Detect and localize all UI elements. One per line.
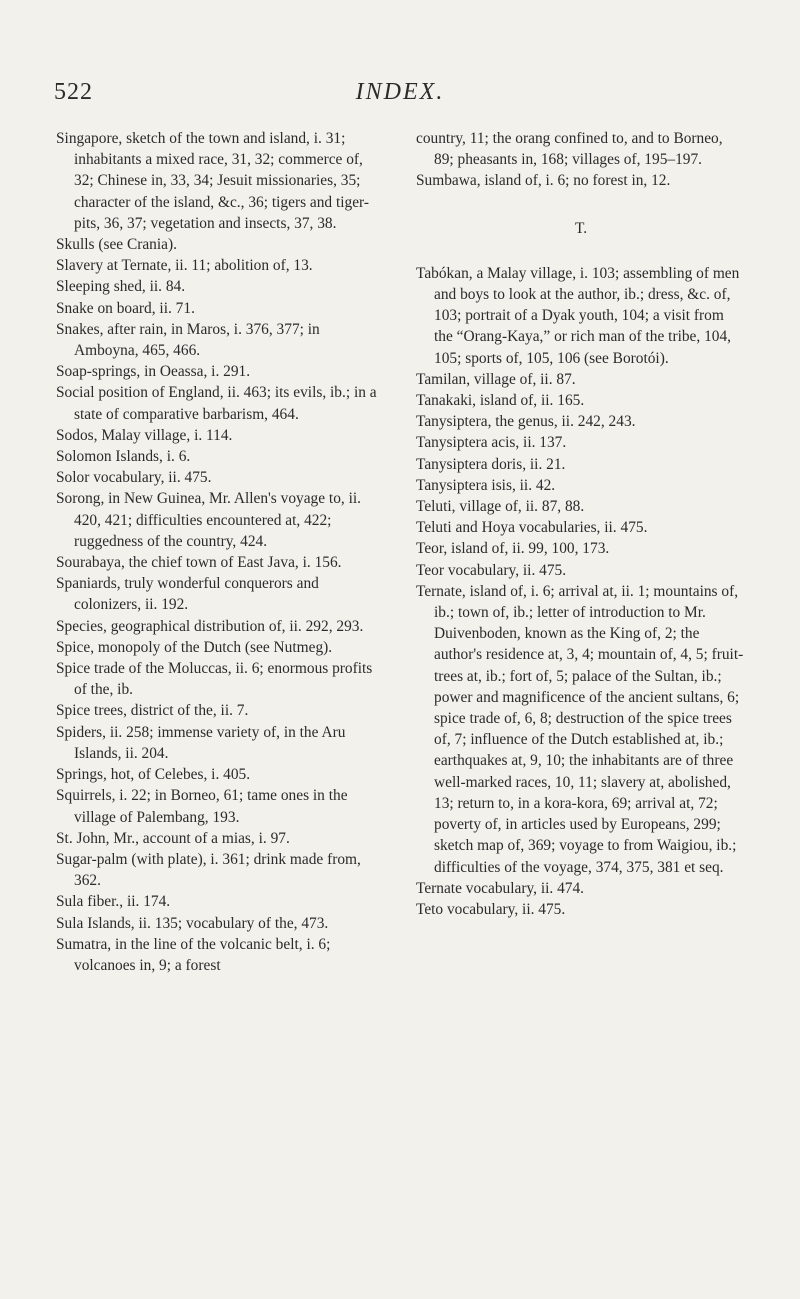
index-entry: Squirrels, i. 22; in Borneo, 61; tame ones in the village of Palembang, 193. — [56, 787, 348, 826]
index-entry: Sodos, Malay village, i. 114. — [56, 426, 233, 444]
index-entry: Teor, island of, ii. 99, 100, 173. — [416, 540, 610, 558]
index-entry: Ternate, island of, i. 6; arrival at, ii. 1; mountains of, ib.; town of, ib.; letter of introduction to Mr. Duivenboden, known as the King of, 2; the author's residence at, 3, 4; mountain of, 4, 5; fruit-trees at, ib.; fort of, 5; palace of the Sultan, ib.; power and magnificence of the ancient sultans, 6; spice trade of, 6, 8; destruction of the spice trees of, 7; influence of the Dutch established at, ib.; earthquakes at, 9, 10; the inhabitants are of three well-marked races, 10, 11; slavery at, abolished, 13; return to, in a kora-kora, 69; arrival at, 72; poverty of, in articles used by Europeans, 299; sketch map of, 369; voyage to from Waigiou, ib.; difficulties of the voyage, 374, 375, 381 et seq. — [416, 582, 744, 876]
index-entry: Sleeping shed, ii. 84. — [56, 278, 186, 296]
index-entry: Social position of England, ii. 463; its evils, ib.; in a state of comparative barbarism, 464. — [56, 384, 377, 423]
index-entry: St. John, Mr., account of a mias, i. 97. — [56, 829, 290, 847]
index-entry: Solomon Islands, i. 6. — [56, 448, 191, 466]
index-entry: Sula fiber., ii. 174. — [56, 893, 171, 911]
index-entry: Tamilan, village of, ii. 87. — [416, 370, 576, 388]
index-entry: Tanysiptera isis, ii. 42. — [416, 476, 556, 494]
index-entry: Species, geographical distribution of, ii. 292, 293. — [56, 617, 364, 635]
index-entry: Tanakaki, island of, ii. 165. — [416, 392, 585, 410]
page-title: INDEX. — [355, 79, 445, 105]
index-entry: Teluti and Hoya vocabularies, ii. 475. — [416, 519, 648, 537]
section-letter-heading: T. — [574, 219, 588, 237]
index-entry: Spice trade of the Moluccas, ii. 6; enormous profits of the, ib. — [56, 660, 373, 699]
index-entry: Sumbawa, island of, i. 6; no forest in, 12. — [416, 172, 671, 190]
index-entry: Solor vocabulary, ii. 475. — [56, 469, 212, 487]
index-entry: Ternate vocabulary, ii. 474. — [416, 879, 585, 897]
index-entry: Tanysiptera, the genus, ii. 242, 243. — [416, 413, 636, 431]
index-entry: Teto vocabulary, ii. 475. — [416, 900, 566, 918]
index-entry: Tabókan, a Malay village, i. 103; assembling of men and boys to look at the author, ib.; dress, &c. of, 103; portrait of a Dyak youth, 104; a visit from the “Orang-Kaya,” or rich man of the tribe, 104, 105; sports of, 105, 106 (see Borotói). — [416, 264, 740, 367]
index-column-right — [416, 128, 746, 920]
index-entry: Sourabaya, the chief town of East Java, i. 156. — [56, 554, 342, 572]
index-entry: Tanysiptera doris, ii. 21. — [416, 455, 566, 473]
index-entry: Soap-springs, in Oeassa, i. 291. — [56, 363, 251, 381]
index-entry: Spice trees, district of the, ii. 7. — [56, 702, 249, 720]
index-entry: country, 11; the orang confined to, and to Borneo, 89; pheasants in, 168; villages of, 195–197. — [416, 130, 723, 169]
index-entry: Teluti, village of, ii. 87, 88. — [416, 498, 585, 516]
index-entry: Skulls (see Crania). — [56, 236, 177, 254]
index-entry: Sorong, in New Guinea, Mr. Allen's voyage to, ii. 420, 421; difficulties encountered at, 422; ruggedness of the country, 424. — [56, 490, 361, 550]
index-entry: Snake on board, ii. 71. — [56, 299, 195, 317]
index-entry: Spice, monopoly of the Dutch (see Nutmeg). — [56, 638, 333, 656]
index-entry: Sumatra, in the line of the volcanic belt, i. 6; volcanoes in, 9; a forest — [56, 935, 331, 974]
index-entry: Sugar-palm (with plate), i. 361; drink made from, 362. — [56, 850, 361, 890]
index-entry: Snakes, after rain, in Maros, i. 376, 377; in Amboyna, 465, 466. — [56, 320, 320, 360]
index-entry: Singapore, sketch of the town and island, i. 31; inhabitants a mixed race, 31, 32; commerce of, 32; Chinese in, 33, 34; Jesuit missionaries, 35; character of the island, &c., 36; tigers and tiger-pits, 36, 37; vegetation and insects, 37, 38. — [56, 130, 369, 232]
index-column-left — [56, 128, 386, 976]
index-entry: Springs, hot, of Celebes, i. 405. — [56, 766, 251, 784]
index-entry: Spiders, ii. 258; immense variety of, in the Aru Islands, ii. 204. — [56, 723, 346, 762]
index-entry: Sula Islands, ii. 135; vocabulary of the, 473. — [56, 914, 329, 932]
page-number: 522 — [54, 79, 93, 105]
index-entry: Spaniards, truly wonderful conquerors and colonizers, ii. 192. — [56, 575, 319, 614]
index-entry: Tanysiptera acis, ii. 137. — [416, 434, 567, 452]
index-entry: Teor vocabulary, ii. 475. — [416, 561, 567, 579]
index-entry: Slavery at Ternate, ii. 11; abolition of, 13. — [56, 257, 313, 275]
